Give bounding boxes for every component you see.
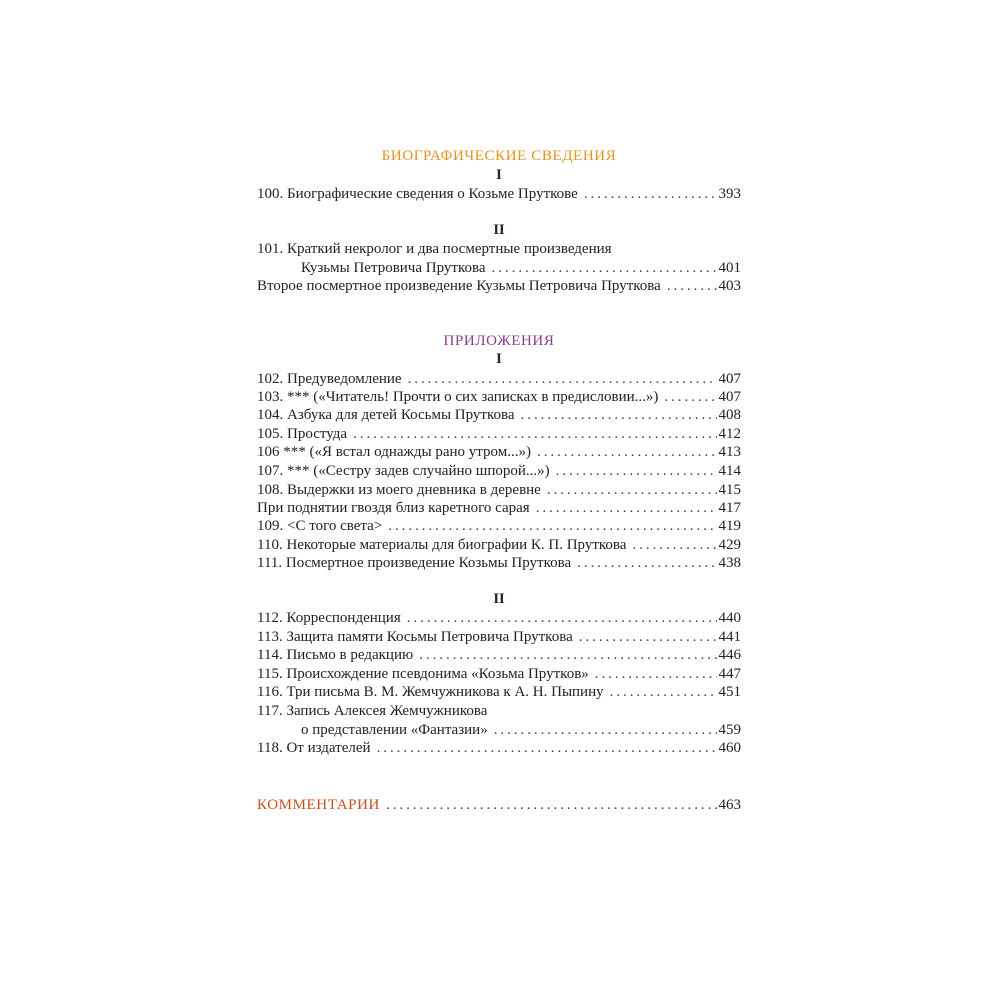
toc-entry-page: 412 xyxy=(718,426,741,442)
part-numeral: I xyxy=(496,167,502,183)
toc-entry[interactable] xyxy=(257,259,741,278)
toc-entry-page: 460 xyxy=(718,740,741,756)
toc-entry-title: При поднятии гвоздя близ каретного сарая xyxy=(257,500,530,516)
toc-entry[interactable] xyxy=(257,739,741,758)
toc-entry[interactable] xyxy=(257,609,741,628)
toc-entry[interactable] xyxy=(257,536,741,555)
dot-leader xyxy=(494,721,717,740)
toc-entry[interactable] xyxy=(257,499,741,518)
part-numeral: I xyxy=(496,351,502,367)
toc-entry-title: 106 *** («Я встал однажды рано утром...») xyxy=(257,444,531,460)
dot-leader xyxy=(521,406,717,425)
dot-leader xyxy=(492,259,717,278)
toc-entry-title: Второе посмертное произведение Кузьмы Петровича Пруткова xyxy=(257,278,661,294)
toc-entry[interactable] xyxy=(257,462,741,481)
toc-entry-title-continued: Кузьмы Петровича Пруткова xyxy=(301,260,486,276)
toc-entry-page: 463 xyxy=(718,797,741,813)
toc-entry-title: 114. Письмо в редакцию xyxy=(257,647,414,663)
dot-leader xyxy=(556,462,717,481)
dot-leader xyxy=(632,536,716,555)
table-of-contents xyxy=(257,0,741,1000)
toc-entry-page: 447 xyxy=(718,666,741,682)
toc-entry-page: 417 xyxy=(718,500,741,516)
dot-leader xyxy=(407,609,717,628)
toc-entry-title: 109. <С того света> xyxy=(257,518,383,534)
toc-entry[interactable] xyxy=(257,443,741,462)
toc-entry-title: 107. *** («Сестру задев случайно шпорой...») xyxy=(257,463,550,479)
section-heading-comments: КОММЕНТАРИИ xyxy=(257,797,380,813)
toc-entry-title[interactable]: 101. Краткий некролог и два посмертные произведения xyxy=(257,241,612,257)
dot-leader xyxy=(419,646,716,665)
toc-entry-page: 393 xyxy=(718,186,741,202)
part-numeral: II xyxy=(493,591,505,607)
toc-entry-title: 110. Некоторые материалы для биографии К. П. Пруткова xyxy=(257,537,627,553)
toc-entry-title: 113. Защита памяти Косьмы Петровича Пруткова xyxy=(257,629,573,645)
toc-entry-page: 408 xyxy=(718,407,741,423)
toc-entry-title: 102. Предуведомление xyxy=(257,371,402,387)
dot-leader xyxy=(386,796,717,815)
dot-leader xyxy=(408,370,717,389)
toc-entry[interactable] xyxy=(257,646,741,665)
toc-entry-title: 118. От издателей xyxy=(257,740,371,756)
toc-entry-page: 440 xyxy=(718,610,741,626)
toc-entry-title: 111. Посмертное произведение Козьмы Пруткова xyxy=(257,555,572,571)
part-numeral: II xyxy=(493,222,505,238)
dot-leader xyxy=(579,628,717,647)
toc-entry-page: 459 xyxy=(718,722,741,738)
toc-entry-page: 407 xyxy=(718,371,741,387)
toc-entry-page: 446 xyxy=(718,647,741,663)
toc-entry[interactable] xyxy=(257,277,741,296)
dot-leader xyxy=(536,499,717,518)
toc-entry-title: 104. Азбука для детей Косьмы Пруткова xyxy=(257,407,515,423)
dot-leader xyxy=(667,277,717,296)
toc-entry-page: 419 xyxy=(718,518,741,534)
section-heading-biography: БИОГРАФИЧЕСКИЕ СВЕДЕНИЯ xyxy=(381,148,617,164)
dot-leader xyxy=(577,554,716,573)
dot-leader xyxy=(377,739,717,758)
dot-leader xyxy=(547,481,717,500)
toc-entry[interactable] xyxy=(257,517,741,536)
toc-entry-page: 429 xyxy=(718,537,741,553)
dot-leader xyxy=(595,665,717,684)
toc-entry-page: 415 xyxy=(718,482,741,498)
dot-leader xyxy=(388,517,716,536)
toc-entry[interactable] xyxy=(257,185,741,204)
toc-entry[interactable] xyxy=(257,683,741,702)
toc-entry-page: 407 xyxy=(718,389,741,405)
toc-entry-page: 414 xyxy=(718,463,741,479)
toc-entry-title: 105. Простуда xyxy=(257,426,348,442)
toc-entry-comments[interactable] xyxy=(257,796,741,815)
toc-entry[interactable] xyxy=(257,370,741,389)
toc-entry-page: 413 xyxy=(718,444,741,460)
toc-entry-page: 451 xyxy=(718,684,741,700)
toc-entry-title[interactable]: 117. Запись Алексея Жемчужникова xyxy=(257,703,488,719)
section-heading-appendices: ПРИЛОЖЕНИЯ xyxy=(443,333,555,349)
toc-entry[interactable] xyxy=(257,721,741,740)
toc-entry-page: 401 xyxy=(718,260,741,276)
toc-entry-title: 112. Корреспонденция xyxy=(257,610,401,626)
toc-entry[interactable] xyxy=(257,554,741,573)
toc-entry-page: 403 xyxy=(718,278,741,294)
toc-entry[interactable] xyxy=(257,406,741,425)
toc-entry[interactable] xyxy=(257,628,741,647)
toc-entry-title: 116. Три письма В. М. Жемчужникова к А. Н. Пыпину xyxy=(257,684,604,700)
toc-entry-page: 438 xyxy=(718,555,741,571)
toc-entry-title: 100. Биографические сведения о Козьме Пруткове xyxy=(257,186,578,202)
toc-entry-title: 115. Происхождение псевдонима «Козьма Прутков» xyxy=(257,666,589,682)
dot-leader xyxy=(610,683,717,702)
toc-entry-page: 441 xyxy=(718,629,741,645)
toc-entry-title: 103. *** («Читатель! Прочти о сих записках в предисловии...») xyxy=(257,389,659,405)
dot-leader xyxy=(353,425,716,444)
toc-entry-title: 108. Выдержки из моего дневника в деревне xyxy=(257,482,541,498)
toc-entry[interactable] xyxy=(257,425,741,444)
toc-entry-title-continued: о представлении «Фантазии» xyxy=(301,722,488,738)
toc-entry[interactable] xyxy=(257,388,741,407)
toc-entry[interactable] xyxy=(257,665,741,684)
dot-leader xyxy=(584,185,717,204)
dot-leader xyxy=(664,388,716,407)
dot-leader xyxy=(537,443,717,462)
toc-entry[interactable] xyxy=(257,481,741,500)
